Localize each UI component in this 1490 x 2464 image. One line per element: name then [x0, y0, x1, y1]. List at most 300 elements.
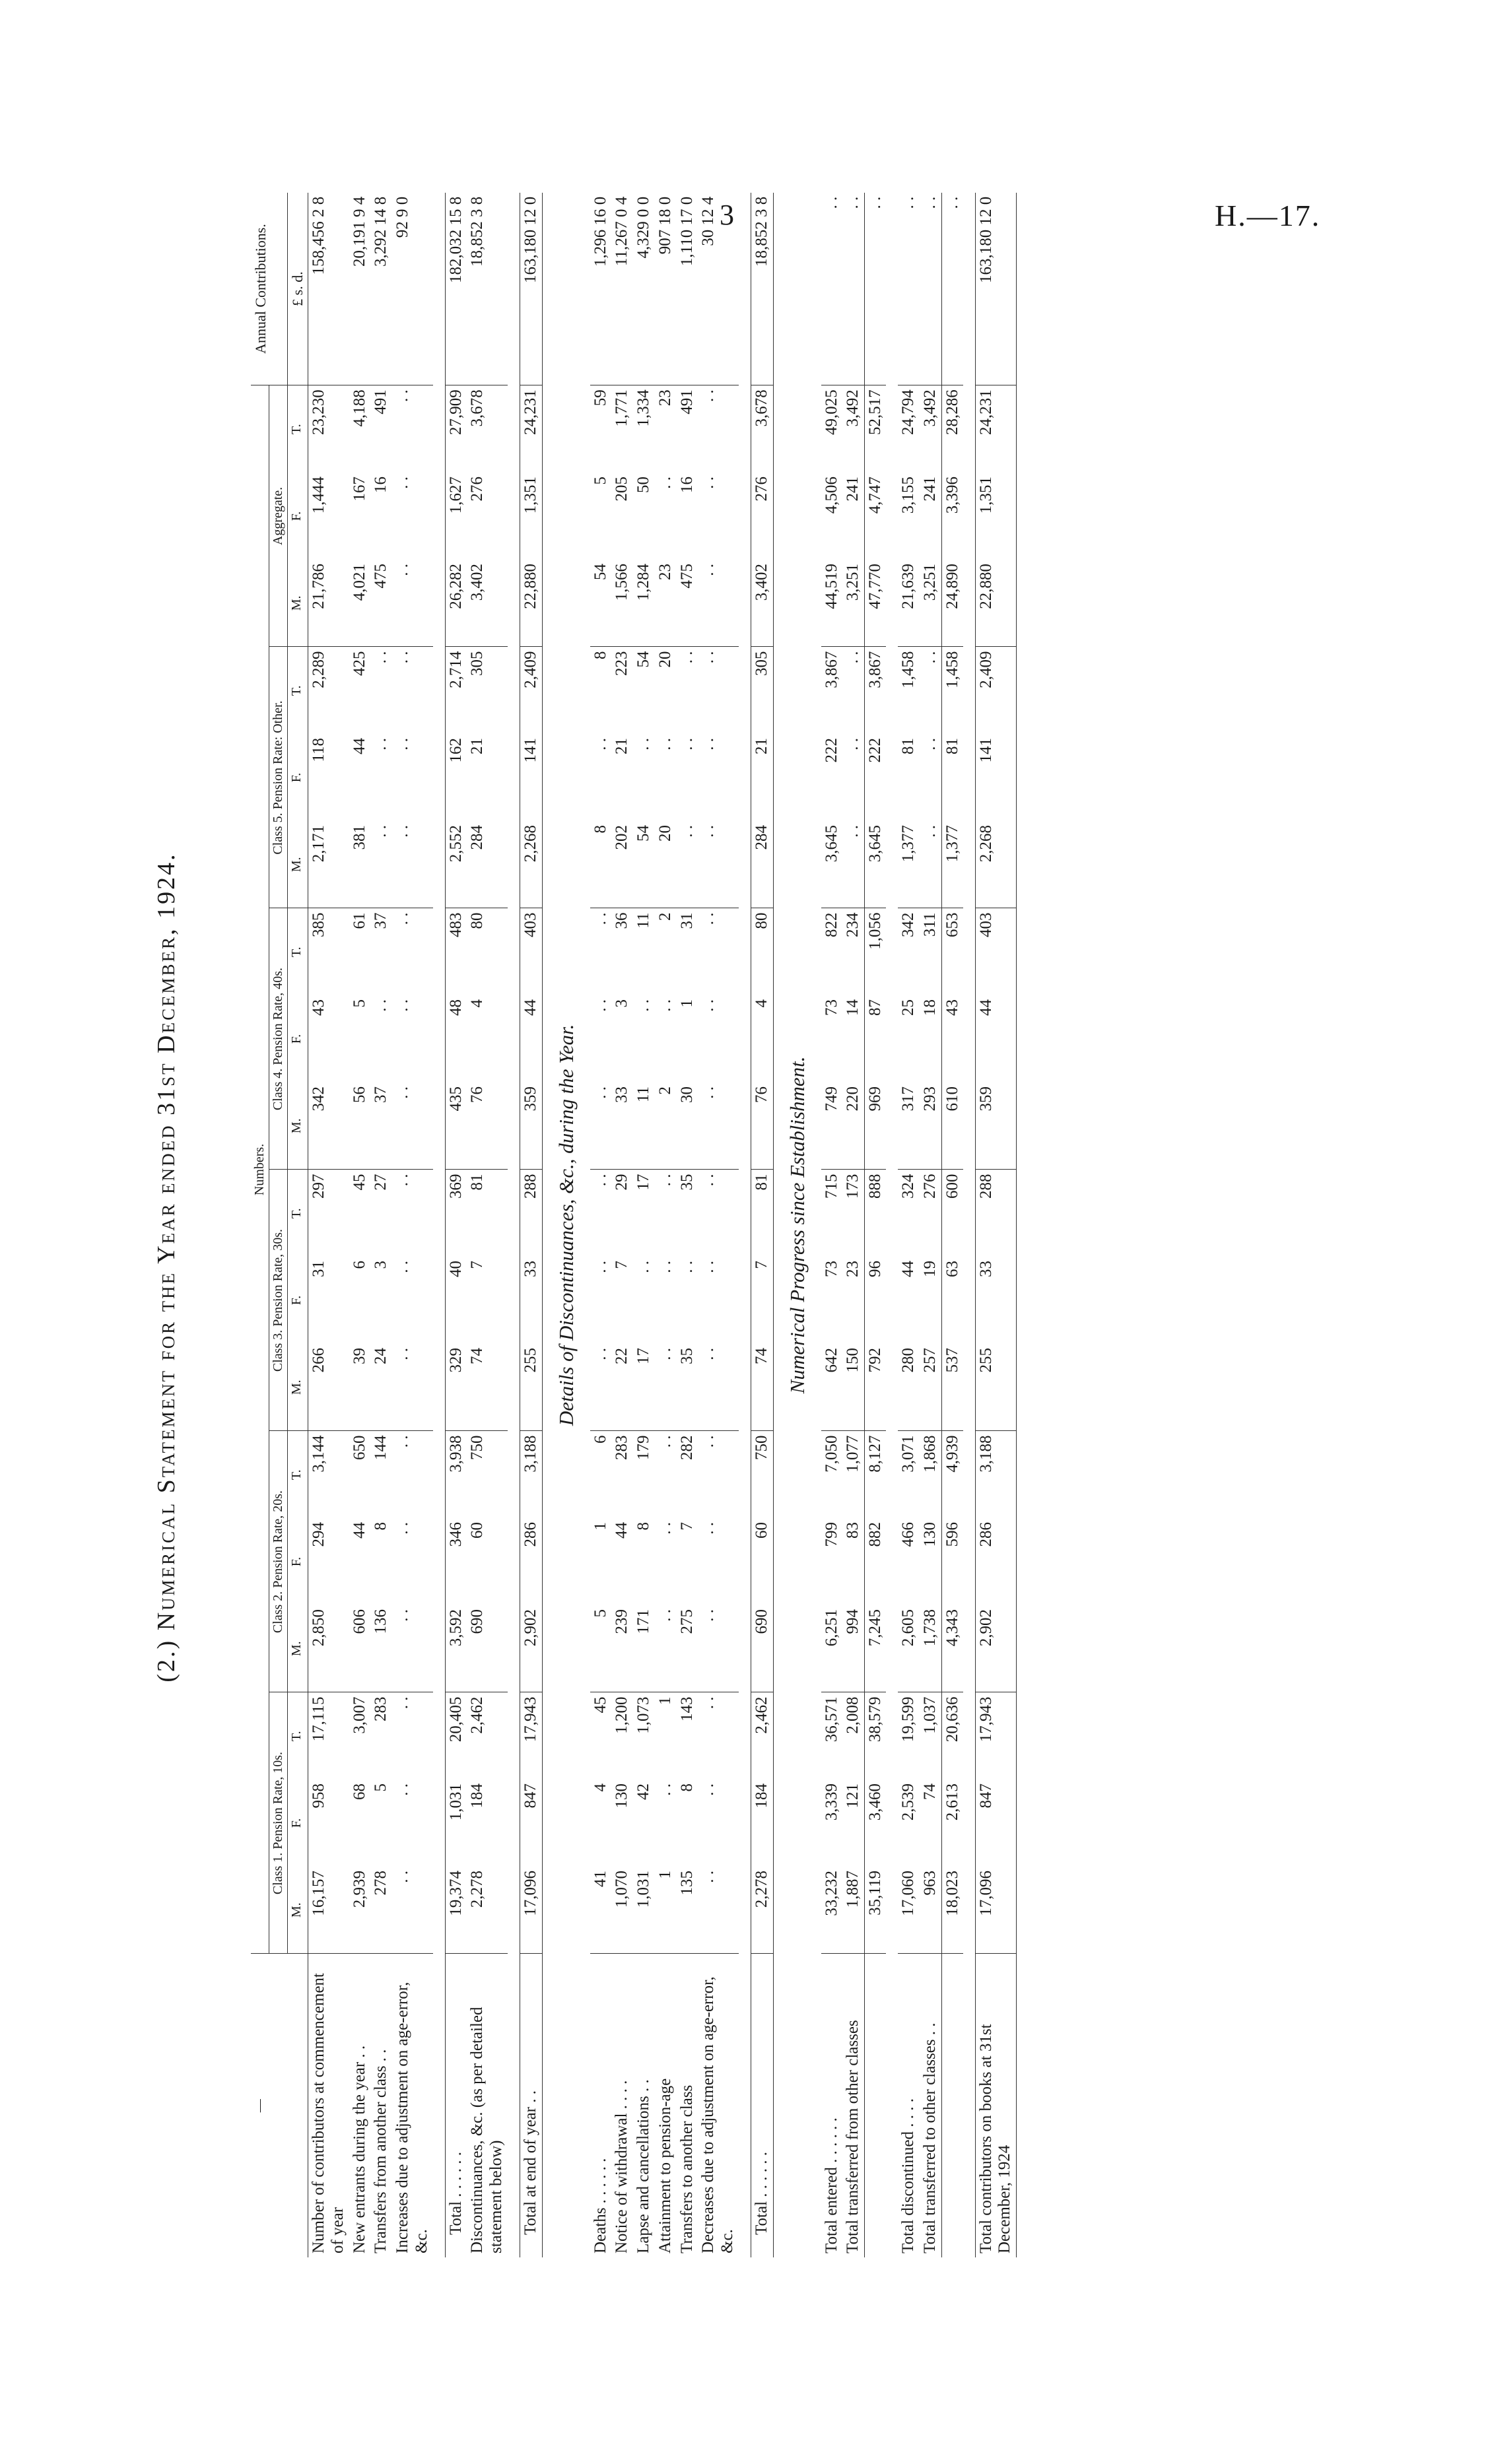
table-cell: . . [920, 651, 939, 664]
table-cell: 22,880 [975, 560, 1017, 647]
row-label: Total at end of year . . [520, 1954, 542, 2257]
table-cell: 7 [751, 1257, 773, 1344]
sex-column-header: T. [288, 1431, 308, 1518]
table-cell: 144 [372, 1435, 390, 1460]
table-cell: 4 [468, 999, 487, 1008]
table-cell: 435 [445, 1082, 467, 1170]
table-cell: . . [393, 389, 411, 403]
table-cell: 2,171 [308, 821, 349, 908]
table-cell: 1,037 [920, 1696, 939, 1734]
table-cell: 6 [591, 1435, 609, 1444]
table-cell: 8 [590, 821, 612, 908]
table-cell: 81 [751, 1170, 773, 1257]
table-cell: . . [699, 738, 718, 750]
table-cell: 22,880 [520, 560, 542, 647]
table-cell: . . [699, 477, 718, 489]
table-cell: 3,678 [468, 389, 487, 427]
table-cell: . . [392, 1082, 433, 1170]
row-label: Total transferred to other classes . . [920, 2022, 939, 2253]
table-cell: 63 [941, 1257, 963, 1344]
table-cell: 220 [842, 1082, 864, 1170]
table-cell: 749 [821, 1082, 843, 1170]
row-label: Total transferred from other classes [844, 2020, 862, 2253]
document-id: H.—17. [1215, 199, 1321, 232]
table-row [698, 193, 739, 2257]
table-cell: 17,096 [975, 1867, 1017, 1954]
table-cell: 17,096 [520, 1867, 542, 1954]
table-cell: 4,939 [941, 1431, 963, 1518]
table-cell: 19,599 [899, 1696, 917, 1743]
table-cell: 280 [898, 1344, 920, 1431]
table-cell: 20 [656, 651, 674, 668]
table-cell: 491 [677, 389, 696, 415]
table-cell: 3,188 [975, 1431, 1017, 1518]
row-spacer [963, 193, 976, 2257]
table-cell: 715 [822, 1174, 840, 1199]
sex-column-header: F. [288, 1257, 308, 1344]
table-cell: 958 [310, 1783, 327, 1809]
table-cell: 3,867 [865, 647, 887, 734]
table-cell: 275 [677, 1605, 698, 1692]
table-cell: 29 [613, 1174, 631, 1191]
discontinuances-section-title: Details of Discontinuances, &c., during the Year. [542, 193, 590, 2257]
table-cell: 1,738 [920, 1605, 941, 1692]
table-row [821, 193, 843, 2257]
page-title: (2.) Numerical Statement for the Year ended 31st December, 1924. [152, 852, 180, 1682]
table-row [392, 193, 433, 2257]
table-cell: 2 [655, 1082, 677, 1170]
table-cell: 2 [656, 912, 674, 921]
sex-column-header: M. [288, 1867, 308, 1954]
table-cell: 44 [350, 1522, 368, 1539]
table-cell: 81 [468, 1174, 487, 1191]
table-cell: 143 [677, 1696, 696, 1721]
table-cell: 16,157 [308, 1867, 349, 1954]
contribution-cell: . . [941, 193, 963, 385]
table-cell: 33,232 [821, 1867, 843, 1954]
table-cell: 28,286 [941, 385, 963, 473]
table-row [865, 193, 887, 2257]
table-cell: 792 [865, 1344, 887, 1431]
table-cell: 141 [975, 734, 1017, 821]
class-header: Class 4. Pension Rate, 40s. [269, 908, 288, 1170]
table-cell: . . [590, 1344, 612, 1431]
table-cell: 1,458 [899, 651, 917, 688]
table-cell: 61 [350, 912, 368, 929]
table-cell: 888 [865, 1170, 887, 1257]
table-cell: 596 [941, 1518, 963, 1605]
table-cell: 17,943 [975, 1692, 1017, 1780]
table-cell: 74 [467, 1344, 508, 1431]
numbers-header: Numbers. [251, 385, 269, 1954]
table-cell: 283 [372, 1696, 390, 1721]
table-cell: . . [656, 477, 674, 489]
table-cell: . . [699, 1522, 718, 1535]
table-cell: 403 [975, 908, 1017, 995]
table-cell: 822 [822, 912, 840, 937]
table-cell: 21 [468, 738, 487, 754]
table-cell: . . [392, 1867, 433, 1954]
table-cell: 283 [613, 1435, 631, 1460]
table-cell: 3,492 [844, 389, 862, 427]
class-header: Class 2. Pension Rate, 20s. [269, 1431, 288, 1692]
table-cell: 286 [975, 1518, 1017, 1605]
table-cell: 80 [751, 908, 773, 995]
table-cell: 20,405 [445, 1692, 467, 1780]
table-cell: 24 [370, 1344, 392, 1431]
table-cell: 16 [677, 477, 696, 493]
row-label: Lapse and cancellations . . [634, 2079, 652, 2253]
table-cell: 19,374 [445, 1867, 467, 1954]
table-cell: . . [677, 738, 696, 750]
row-label: Total . . . . . . [751, 1954, 773, 2257]
table-cell: 18 [920, 999, 939, 1016]
table-cell: 87 [865, 995, 887, 1082]
table-cell: 294 [310, 1522, 327, 1547]
table-cell: . . [655, 1344, 677, 1431]
table-cell: 276 [751, 473, 773, 560]
class-header: Aggregate. [269, 385, 288, 647]
table-cell: . . [392, 560, 433, 647]
table-cell: 2,462 [751, 1692, 773, 1780]
table-cell: . . [698, 821, 739, 908]
progress-section-title: Numerical Progress since Establishment. [773, 193, 821, 2257]
table-cell: 600 [941, 1170, 963, 1257]
table-cell: 8,127 [865, 1431, 887, 1518]
table-cell: . . [393, 999, 411, 1012]
table-cell: 45 [350, 1174, 368, 1191]
table-cell: . . [698, 1344, 739, 1431]
sex-column-header: F. [288, 734, 308, 821]
table-cell: 1,031 [633, 1867, 655, 1954]
table-cell: 653 [941, 908, 963, 995]
table-cell: . . [392, 1344, 433, 1431]
table-cell: 4,021 [349, 560, 371, 647]
row-label: Total discontinued . . . . [899, 2098, 917, 2253]
table-cell: 2,278 [751, 1867, 773, 1954]
table-cell: 1,627 [445, 473, 467, 560]
contribution-cell: 158,456 2 8 [308, 193, 349, 385]
table-cell: 14 [844, 999, 862, 1016]
table-cell: 284 [751, 821, 773, 908]
table-cell: 6 [350, 1261, 368, 1269]
row-spacer [739, 193, 751, 2257]
table-cell: 342 [308, 1082, 349, 1170]
table-row [920, 193, 941, 2257]
table-cell: 2,539 [899, 1783, 917, 1821]
table-cell: 52,517 [865, 385, 887, 473]
table-cell: 37 [372, 912, 390, 929]
table-cell: 1,077 [844, 1435, 862, 1473]
table-cell: . . [393, 477, 411, 489]
table-cell: 606 [349, 1605, 371, 1692]
contribution-cell: 18,852 3 8 [751, 193, 773, 385]
table-cell: . . [393, 1174, 411, 1187]
table-cell: 17 [634, 1174, 652, 1191]
table-cell: 7 [613, 1261, 631, 1269]
table-cell: 1 [655, 1867, 677, 1954]
table-cell: 2,613 [941, 1780, 963, 1867]
table-cell: 76 [751, 1082, 773, 1170]
table-cell: 2,714 [445, 647, 467, 734]
table-cell: 1,070 [611, 1867, 633, 1954]
table-row [677, 193, 698, 2257]
table-cell: . . [656, 1783, 674, 1796]
table-cell: 1,868 [920, 1435, 939, 1473]
table-cell: 3,645 [865, 821, 887, 908]
row-label: Total contributors on books at 31st December, 1924 [975, 1954, 1017, 2257]
table-cell: 54 [634, 651, 652, 668]
table-cell: . . [699, 389, 718, 403]
table-cell: 43 [310, 999, 327, 1016]
table-cell: 173 [844, 1174, 862, 1199]
table-row [590, 193, 612, 2257]
table-cell: . . [698, 1082, 739, 1170]
table-cell: 2,902 [975, 1605, 1017, 1692]
table-cell: 3,492 [920, 389, 939, 427]
table-cell: 342 [899, 912, 917, 937]
table-cell: 54 [590, 560, 612, 647]
table-cell: 1 [591, 1522, 609, 1531]
table-cell: 23,230 [310, 389, 327, 436]
table-cell: . . [392, 821, 433, 908]
table-cell: 121 [844, 1783, 862, 1809]
table-cell: 1,444 [310, 477, 327, 514]
row-label [941, 1954, 963, 2257]
contribution-cell: 4,329 0 0 [633, 193, 655, 385]
table-cell: 359 [520, 1082, 542, 1170]
table-cell: 36 [613, 912, 631, 929]
table-cell: 1,458 [941, 647, 963, 734]
table-cell: 297 [310, 1174, 327, 1199]
table-cell: . . [920, 821, 941, 908]
table-cell: 80 [468, 912, 487, 929]
sex-column-header: T. [288, 1692, 308, 1780]
table-cell: 45 [591, 1696, 609, 1714]
table-cell: . . [699, 651, 718, 664]
contribution-cell: 163,180 12 0 [975, 193, 1017, 385]
row-label: Discontinuances, &c. (as per detailed statement below) [468, 2007, 505, 2253]
table-row [611, 193, 633, 2257]
table-cell: 60 [751, 1518, 773, 1605]
table-cell: . . [844, 738, 862, 750]
table-cell: 2,289 [310, 651, 327, 688]
table-cell: 47,770 [865, 560, 887, 647]
table-cell: 54 [633, 821, 655, 908]
label-column-header: — [251, 1954, 308, 2257]
table-cell: 44 [899, 1261, 917, 1277]
table-cell: 255 [975, 1344, 1017, 1431]
table-cell: 56 [349, 1082, 371, 1170]
table-cell: . . [842, 821, 864, 908]
table-cell: . . [393, 1696, 411, 1710]
table-cell: 329 [445, 1344, 467, 1431]
table-cell: 3 [613, 999, 631, 1008]
table-cell: 750 [468, 1435, 487, 1460]
table-row [633, 193, 655, 2257]
table-cell: 1 [656, 1696, 674, 1705]
table-cell: 610 [941, 1082, 963, 1170]
table-cell: 3,007 [350, 1696, 368, 1734]
table-cell: 19 [920, 1261, 939, 1277]
table-cell: 22 [611, 1344, 633, 1431]
table-row [842, 193, 864, 2257]
table-cell: 130 [920, 1522, 939, 1547]
table-cell: . . [699, 1174, 718, 1187]
table-cell: 284 [467, 821, 508, 908]
table-cell: 4,506 [822, 477, 840, 514]
table-cell: 48 [445, 995, 467, 1082]
table-cell: 44 [520, 995, 542, 1082]
row-spacer [508, 193, 520, 2257]
row-label: Transfers from another class . . [372, 2049, 390, 2253]
table-cell: 59 [591, 389, 609, 407]
table-cell: 3 [372, 1261, 390, 1269]
contribution-cell: 20,191 9 4 [349, 193, 371, 385]
table-cell: 1,887 [842, 1867, 864, 1954]
table-cell: 1,351 [520, 473, 542, 560]
table-cell: 20,636 [941, 1692, 963, 1780]
table-cell: 1,377 [898, 821, 920, 908]
table-cell: 3,339 [822, 1783, 840, 1821]
sex-column-header: M. [288, 1344, 308, 1431]
table-cell: 23 [655, 560, 677, 647]
table-cell: . . [372, 738, 390, 750]
table-cell: 359 [975, 1082, 1017, 1170]
table-cell: 43 [941, 995, 963, 1082]
table-cell: 3,071 [899, 1435, 917, 1473]
table-cell: 49,025 [822, 389, 840, 436]
table-cell: 202 [611, 821, 633, 908]
table-cell: 11 [633, 1082, 655, 1170]
table-cell: 171 [633, 1605, 655, 1692]
table-cell: 305 [468, 651, 487, 676]
sex-column-header: M. [288, 560, 308, 647]
contribution-cell: . . [865, 193, 887, 385]
table-cell: 1,377 [941, 821, 963, 908]
table-cell: 1,566 [611, 560, 633, 647]
table-cell: 278 [370, 1867, 392, 1954]
table-cell: 38,579 [865, 1692, 887, 1780]
table-row [520, 193, 542, 2257]
table-cell: 21,639 [898, 560, 920, 647]
table-cell: 1,284 [633, 560, 655, 647]
table-cell: 184 [468, 1783, 487, 1809]
table-cell: . . [393, 1261, 411, 1273]
table-cell: . . [698, 1867, 739, 1954]
table-cell: 2,939 [349, 1867, 371, 1954]
table-cell: . . [392, 1605, 433, 1692]
table-cell: 1,351 [975, 473, 1017, 560]
table-cell: 3,460 [865, 1780, 887, 1867]
table-cell: 799 [822, 1522, 840, 1547]
table-cell: 3,188 [520, 1431, 542, 1518]
contribution-cell: 163,180 12 0 [520, 193, 542, 385]
sex-column-header: T. [288, 647, 308, 734]
contribution-cell: . . [821, 193, 843, 385]
table-row [655, 193, 677, 2257]
table-cell: 3,867 [822, 651, 840, 688]
row-label: Total entered . . . . . . [822, 2117, 840, 2253]
table-cell: 27 [372, 1174, 390, 1191]
table-cell: 4,747 [865, 473, 887, 560]
table-cell: 44,519 [821, 560, 843, 647]
row-label: Attainment to pension-age [656, 2078, 674, 2253]
table-cell: 963 [920, 1867, 941, 1954]
table-cell: 369 [445, 1170, 467, 1257]
table-cell: 475 [677, 560, 698, 647]
table-cell: 4 [751, 995, 773, 1082]
table-cell: 276 [920, 1174, 939, 1199]
table-cell: 16 [372, 477, 390, 493]
table-cell: 3,938 [445, 1431, 467, 1518]
table-cell: 276 [468, 477, 487, 502]
table-cell: 60 [468, 1522, 487, 1539]
table-cell: 266 [308, 1344, 349, 1431]
table-cell: 4,343 [941, 1605, 963, 1692]
table-row [975, 193, 1017, 2257]
sex-column-header: T. [288, 1170, 308, 1257]
table-cell: 17 [633, 1344, 655, 1431]
table-cell: 2,409 [975, 647, 1017, 734]
table-cell: 425 [350, 651, 368, 676]
table-cell: 73 [822, 1261, 840, 1277]
table-cell: 286 [520, 1518, 542, 1605]
table-cell: 222 [822, 738, 840, 763]
table-cell: 11 [634, 912, 652, 929]
table-cell: 847 [975, 1780, 1017, 1867]
table-cell: 305 [751, 647, 773, 734]
table-cell: 141 [520, 734, 542, 821]
table-cell: 1,334 [634, 389, 652, 427]
table-cell: 20 [655, 821, 677, 908]
sex-column-header: F. [288, 473, 308, 560]
table-cell: . . [591, 1174, 609, 1187]
table-cell: 3,402 [751, 560, 773, 647]
table-row [467, 193, 508, 2257]
table-cell: 690 [751, 1605, 773, 1692]
row-label: Number of contributors at commencement of year [310, 1973, 347, 2253]
table-cell: 4 [591, 1783, 609, 1792]
table-cell: 44 [613, 1522, 631, 1539]
contribution-cell: 1,110 17 0 [677, 193, 698, 385]
table-cell: 150 [842, 1344, 864, 1431]
table-cell: . . [393, 912, 411, 925]
table-cell: 241 [844, 477, 862, 502]
table-cell: . . [656, 999, 674, 1012]
table-cell: . . [656, 1522, 674, 1535]
table-cell: 35,119 [865, 1867, 887, 1954]
table-cell: 483 [445, 908, 467, 995]
row-label: Decreases due to adjustment on age-error, &c. [699, 1976, 736, 2253]
table-cell: 35 [677, 1344, 698, 1431]
table-cell: 7 [677, 1522, 696, 1531]
table-cell: 8 [372, 1522, 390, 1531]
table-row [308, 193, 349, 2257]
table-cell: . . [699, 1696, 718, 1710]
table-cell: 24,890 [941, 560, 963, 647]
class-header: Class 5. Pension Rate: Other. [269, 647, 288, 908]
table-cell: 282 [677, 1435, 696, 1460]
sex-column-header: M. [288, 1605, 308, 1692]
table-cell: 7 [468, 1261, 487, 1269]
row-spacer [886, 193, 898, 2257]
table-cell: 1,031 [445, 1780, 467, 1867]
table-cell: 6,251 [821, 1605, 843, 1692]
table-cell: . . [656, 1435, 674, 1448]
table-cell: 7,245 [865, 1605, 887, 1692]
table-cell: 5 [590, 1605, 612, 1692]
